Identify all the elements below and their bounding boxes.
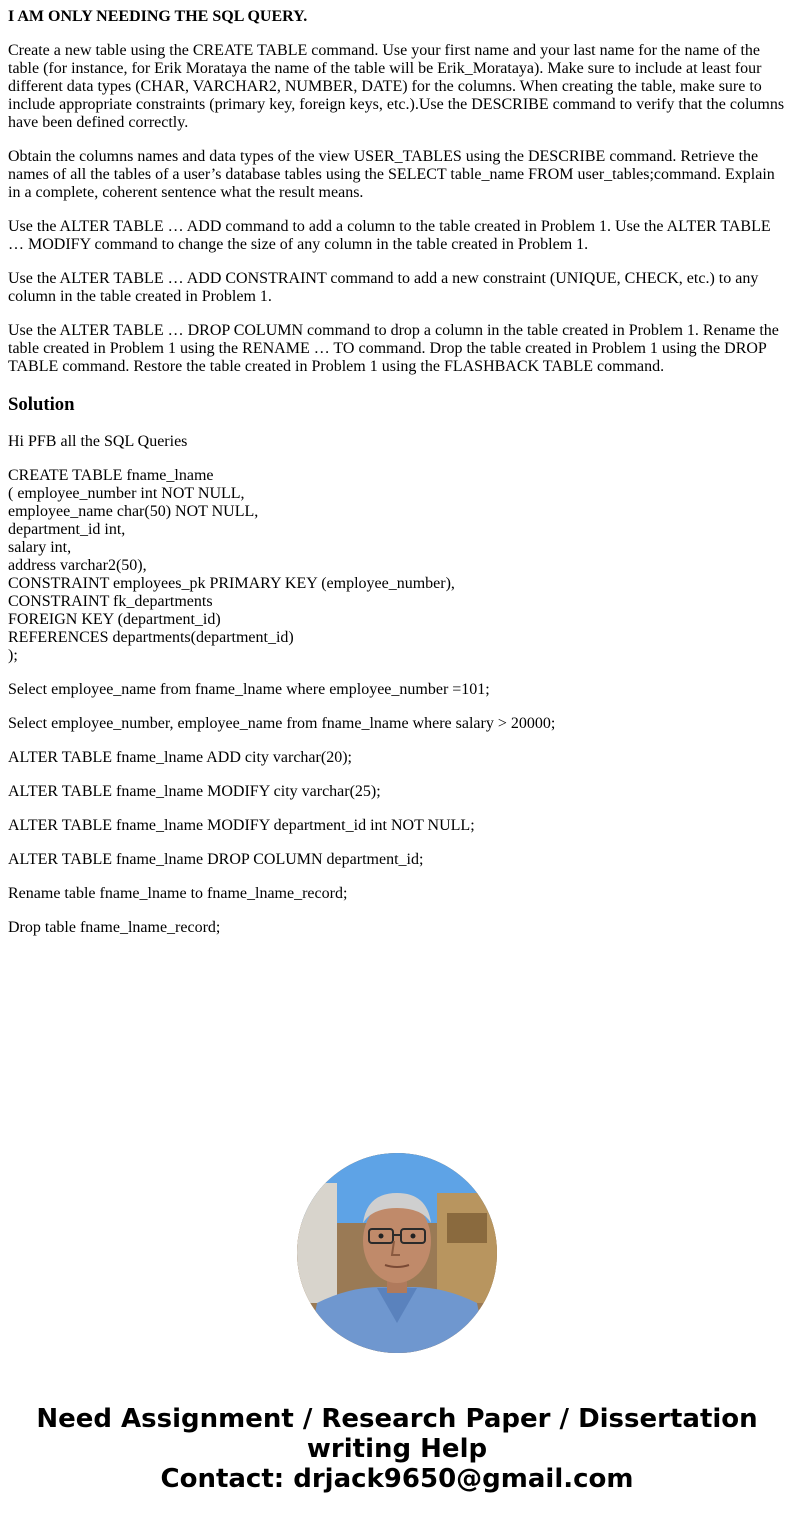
sql-query: Select employee_name from fname_lname where employee_number =101; bbox=[8, 681, 490, 698]
solution-heading: Solution bbox=[8, 394, 75, 415]
code-line: salary int, bbox=[8, 539, 72, 556]
code-line: department_id int, bbox=[8, 521, 126, 538]
create-table-query bbox=[8, 467, 786, 665]
sql-query: Drop table fname_lname_record; bbox=[8, 919, 221, 936]
code-line: REFERENCES departments(department_id) bbox=[8, 629, 294, 646]
footer-banner bbox=[0, 1404, 794, 1494]
sql-query: ALTER TABLE fname_lname DROP COLUMN department_id; bbox=[8, 851, 424, 868]
footer-subline: writing Help bbox=[306, 1434, 488, 1464]
question-paragraph: Use the ALTER TABLE … DROP COLUMN command to drop a column in the table created in Problem 1. Rename the table created in Problem 1 using the RENAME … TO command. Drop the table created in Problem 1 using the DROP TABLE command. Restore the table created in Problem 1 using the FLASHBACK TABLE command. bbox=[8, 322, 779, 375]
question-paragraph: Use the ALTER TABLE … ADD CONSTRAINT command to add a new constraint (UNIQUE, CHECK, etc.) to any column in the table created in Problem 1. bbox=[8, 270, 759, 305]
sql-query: ALTER TABLE fname_lname MODIFY department_id int NOT NULL; bbox=[8, 817, 475, 834]
question-title: I AM ONLY NEEDING THE SQL QUERY. bbox=[8, 8, 308, 25]
solution-intro: Hi PFB all the SQL Queries bbox=[8, 433, 188, 450]
sql-query: Select employee_number, employee_name from fname_lname where salary > 20000; bbox=[8, 715, 556, 732]
code-line: CREATE TABLE fname_lname bbox=[8, 467, 214, 484]
tutor-portrait-illustration bbox=[297, 1153, 497, 1353]
question-paragraph: Create a new table using the CREATE TABLE command. Use your first name and your last name for the name of the table (for instance, for Erik Morataya the name of the table will be Erik_Morataya). Make sure to include at least four different data types (CHAR, VARCHAR2, NUMBER, DATE) for the columns. When creating the table, make sure to include appropriate constraints (primary key, foreign keys, etc.).Use the DESCRIBE command to verify that the columns have been defined correctly. bbox=[8, 42, 785, 131]
code-line: ); bbox=[8, 647, 18, 664]
footer-headline: Need Assignment / Research Paper / Dissertation bbox=[36, 1404, 758, 1434]
sql-query: Rename table fname_lname to fname_lname_record; bbox=[8, 885, 348, 902]
footer-contact: Contact: drjack9650@gmail.com bbox=[160, 1464, 634, 1494]
question-paragraph: Obtain the columns names and data types of the view USER_TABLES using the DESCRIBE command. Retrieve the names of all the tables of a user’s database tables using the SELECT table_name FROM user_tables;command. Explain in a complete, coherent sentence what the result means. bbox=[8, 148, 775, 201]
code-line: CONSTRAINT employees_pk PRIMARY KEY (employee_number), bbox=[8, 575, 455, 592]
code-line: FOREIGN KEY (department_id) bbox=[8, 611, 221, 628]
code-line: employee_name char(50) NOT NULL, bbox=[8, 503, 259, 520]
question-paragraph: Use the ALTER TABLE … ADD command to add a column to the table created in Problem 1. Use the ALTER TABLE … MODIFY command to change the size of any column in the table created in Problem 1. bbox=[8, 218, 771, 253]
question-section bbox=[8, 42, 786, 376]
code-line: CONSTRAINT fk_departments bbox=[8, 593, 213, 610]
sql-query: ALTER TABLE fname_lname ADD city varchar(20); bbox=[8, 749, 352, 766]
code-line: ( employee_number int NOT NULL, bbox=[8, 485, 245, 502]
document-body bbox=[8, 8, 786, 953]
code-line: address varchar2(50), bbox=[8, 557, 147, 574]
sql-query: ALTER TABLE fname_lname MODIFY city varchar(25); bbox=[8, 783, 381, 800]
tutor-avatar bbox=[297, 1153, 497, 1353]
